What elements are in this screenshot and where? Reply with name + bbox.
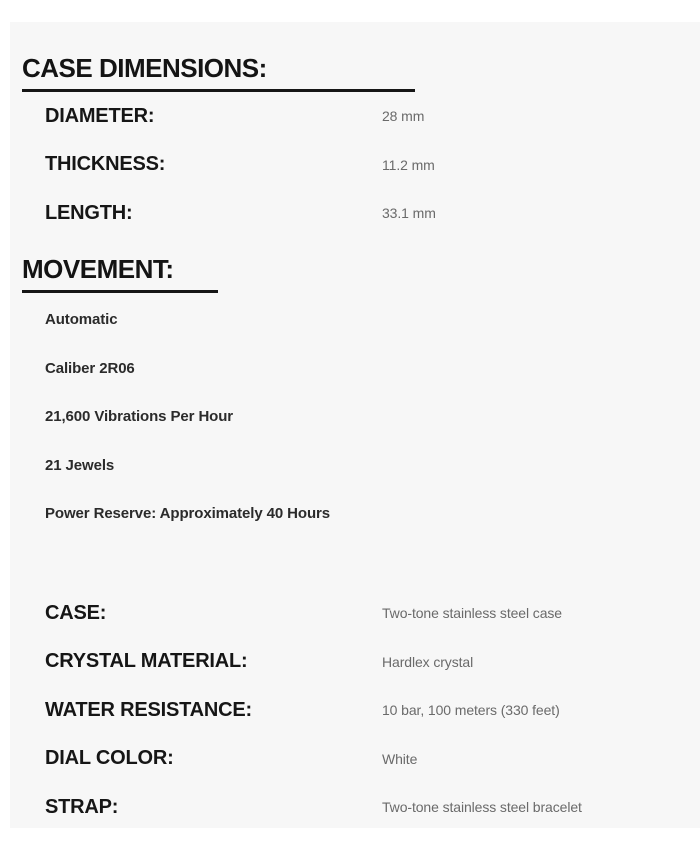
spec-label-water-resistance: WATER RESISTANCE: [45, 698, 252, 721]
section-heading-case-dimensions: CASE DIMENSIONS: [22, 53, 267, 83]
spec-value-strap: Two-tone stainless steel bracelet [382, 799, 582, 816]
movement-item-vibrations: 21,600 Vibrations Per Hour [45, 408, 234, 426]
spec-row-dial-color [10, 735, 700, 784]
spec-label-dial-color: DIAL COLOR: [45, 747, 174, 770]
spec-value-thickness: 11.2 mm [382, 156, 435, 173]
case-dimensions-rows [10, 92, 700, 238]
spec-row-crystal-material [10, 638, 700, 687]
spec-value-crystal-material: Hardlex crystal [382, 653, 474, 670]
movement-item-type: Automatic [45, 311, 118, 329]
movement-item-power-reserve: Power Reserve: Approximately 40 Hours [45, 505, 331, 523]
spec-label-diameter: DIAMETER: [45, 104, 155, 127]
spec-row-thickness [10, 141, 700, 190]
section-heading-movement: MOVEMENT: [22, 253, 174, 284]
details-table [10, 589, 700, 832]
spec-label-thickness: THICKNESS: [45, 153, 166, 176]
spec-panel [10, 22, 700, 828]
spec-label-length: LENGTH: [45, 201, 133, 224]
spec-label-case: CASE: [45, 601, 107, 624]
spec-label-strap: STRAP: [45, 795, 119, 818]
spec-value-diameter: 28 mm [382, 108, 425, 125]
spec-row-strap [10, 783, 700, 832]
movement-list [10, 296, 700, 539]
spec-label-crystal-material: CRYSTAL MATERIAL: [45, 650, 248, 673]
heading-underline-movement [22, 290, 218, 293]
movement-item-jewels: 21 Jewels [45, 456, 115, 474]
spec-row-diameter [10, 92, 700, 141]
spec-value-water-resistance: 10 bar, 100 meters (330 feet) [382, 702, 560, 719]
spec-value-dial-color: White [382, 750, 418, 767]
movement-item-caliber: Caliber 2R06 [45, 359, 135, 377]
spec-value-length: 33.1 mm [382, 205, 436, 222]
spec-row-length [10, 189, 700, 238]
spec-row-water-resistance [10, 686, 700, 735]
spec-row-case [10, 589, 700, 638]
spec-value-case: Two-tone stainless steel case [382, 605, 562, 622]
